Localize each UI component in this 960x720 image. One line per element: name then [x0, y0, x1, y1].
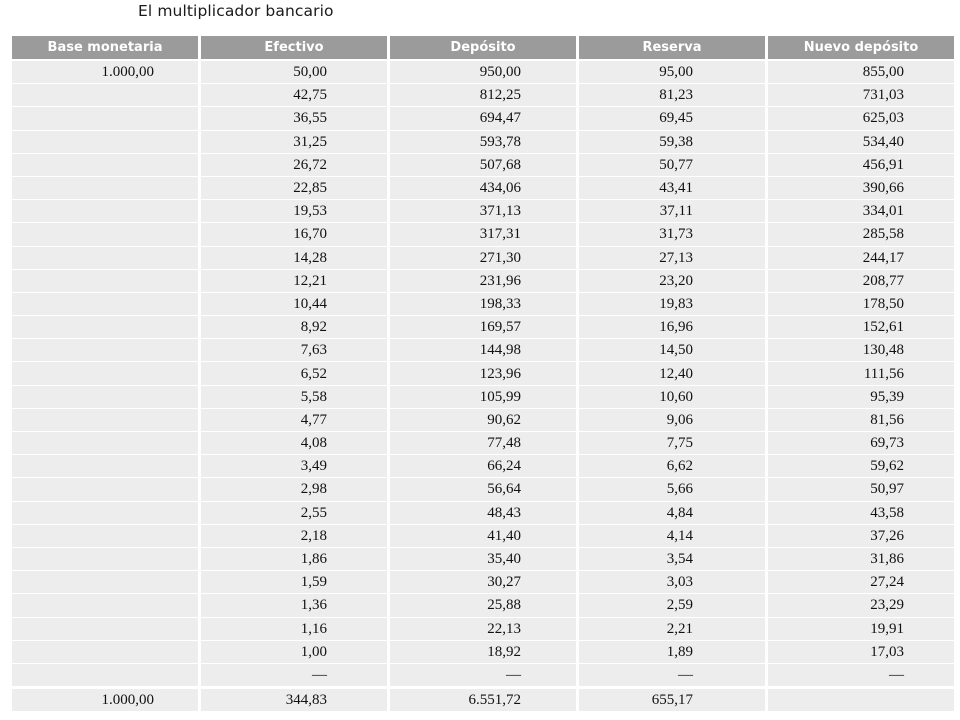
nuevo-deposito-cell: 81,56: [768, 409, 954, 432]
table-row: [12, 594, 954, 617]
efectivo-cell: 1,00: [201, 641, 387, 664]
nuevo-deposito-cell: —: [768, 664, 954, 687]
reserva-cell: 31,73: [579, 223, 765, 246]
deposito-cell: 30,27: [390, 571, 576, 594]
reserva-cell: 69,45: [579, 107, 765, 130]
nuevo-deposito-cell: 456,91: [768, 154, 954, 177]
base-monetaria-cell: [12, 339, 198, 362]
nuevo-deposito-cell: 17,03: [768, 641, 954, 664]
total-base-monetaria-cell: 1.000,00: [12, 687, 198, 712]
deposito-cell: 90,62: [390, 409, 576, 432]
reserva-cell: 16,96: [579, 316, 765, 339]
table-row: [12, 409, 954, 432]
table-row: [12, 131, 954, 154]
efectivo-cell: 14,28: [201, 247, 387, 270]
deposito-cell: —: [390, 664, 576, 687]
table-row: [12, 200, 954, 223]
table-row: [12, 571, 954, 594]
base-monetaria-cell: 1.000,00: [12, 61, 198, 84]
deposito-cell: 66,24: [390, 455, 576, 478]
nuevo-deposito-cell: 27,24: [768, 571, 954, 594]
multiplier-table: [9, 36, 957, 712]
nuevo-deposito-cell: 37,26: [768, 525, 954, 548]
table-row: [12, 154, 954, 177]
total-nuevo-deposito-cell: [768, 687, 954, 712]
efectivo-cell: 26,72: [201, 154, 387, 177]
base-monetaria-cell: [12, 641, 198, 664]
table-row: [12, 293, 954, 316]
reserva-cell: 10,60: [579, 386, 765, 409]
base-monetaria-cell: [12, 409, 198, 432]
table-row: [12, 548, 954, 571]
table-header: [12, 36, 954, 61]
table-row: [12, 339, 954, 362]
efectivo-cell: 16,70: [201, 223, 387, 246]
table-body: [12, 61, 954, 712]
nuevo-deposito-cell: 130,48: [768, 339, 954, 362]
reserva-cell: 3,54: [579, 548, 765, 571]
nuevo-deposito-cell: 50,97: [768, 478, 954, 501]
nuevo-deposito-cell: 31,86: [768, 548, 954, 571]
reserva-cell: 9,06: [579, 409, 765, 432]
header-deposito: Depósito: [390, 36, 576, 61]
deposito-cell: 22,13: [390, 618, 576, 641]
nuevo-deposito-cell: 731,03: [768, 84, 954, 107]
deposito-cell: 507,68: [390, 154, 576, 177]
nuevo-deposito-cell: 390,66: [768, 177, 954, 200]
deposito-cell: 105,99: [390, 386, 576, 409]
deposito-cell: 271,30: [390, 247, 576, 270]
efectivo-cell: 12,21: [201, 270, 387, 293]
deposito-cell: 35,40: [390, 548, 576, 571]
table-row: [12, 316, 954, 339]
base-monetaria-cell: [12, 247, 198, 270]
deposito-cell: 317,31: [390, 223, 576, 246]
total-efectivo-cell: 344,83: [201, 687, 387, 712]
base-monetaria-cell: [12, 270, 198, 293]
efectivo-cell: 42,75: [201, 84, 387, 107]
deposito-cell: 694,47: [390, 107, 576, 130]
reserva-cell: 27,13: [579, 247, 765, 270]
reserva-cell: 43,41: [579, 177, 765, 200]
deposito-cell: 231,96: [390, 270, 576, 293]
deposito-cell: 77,48: [390, 432, 576, 455]
nuevo-deposito-cell: 152,61: [768, 316, 954, 339]
table-row: [12, 177, 954, 200]
deposito-cell: 41,40: [390, 525, 576, 548]
table-row: [12, 270, 954, 293]
deposito-cell: 812,25: [390, 84, 576, 107]
base-monetaria-cell: [12, 177, 198, 200]
reserva-cell: 59,38: [579, 131, 765, 154]
base-monetaria-cell: [12, 362, 198, 385]
base-monetaria-cell: [12, 571, 198, 594]
efectivo-cell: 10,44: [201, 293, 387, 316]
reserva-cell: 19,83: [579, 293, 765, 316]
deposito-cell: 434,06: [390, 177, 576, 200]
base-monetaria-cell: [12, 386, 198, 409]
nuevo-deposito-cell: 43,58: [768, 502, 954, 525]
base-monetaria-cell: [12, 316, 198, 339]
deposito-cell: 18,92: [390, 641, 576, 664]
reserva-cell: 2,59: [579, 594, 765, 617]
header-row: [12, 36, 954, 61]
reserva-cell: 4,84: [579, 502, 765, 525]
efectivo-cell: 8,92: [201, 316, 387, 339]
efectivo-cell: 36,55: [201, 107, 387, 130]
deposito-cell: 48,43: [390, 502, 576, 525]
efectivo-cell: 6,52: [201, 362, 387, 385]
nuevo-deposito-cell: 208,77: [768, 270, 954, 293]
efectivo-cell: 4,77: [201, 409, 387, 432]
table-row: [12, 641, 954, 664]
reserva-cell: 5,66: [579, 478, 765, 501]
efectivo-cell: 2,18: [201, 525, 387, 548]
efectivo-cell: 1,86: [201, 548, 387, 571]
nuevo-deposito-cell: 534,40: [768, 131, 954, 154]
base-monetaria-cell: [12, 131, 198, 154]
deposito-cell: 25,88: [390, 594, 576, 617]
nuevo-deposito-cell: 59,62: [768, 455, 954, 478]
reserva-cell: 6,62: [579, 455, 765, 478]
reserva-cell: 50,77: [579, 154, 765, 177]
deposito-cell: 169,57: [390, 316, 576, 339]
efectivo-cell: —: [201, 664, 387, 687]
base-monetaria-cell: [12, 455, 198, 478]
table-row: [12, 432, 954, 455]
efectivo-cell: 22,85: [201, 177, 387, 200]
nuevo-deposito-cell: 23,29: [768, 594, 954, 617]
header-efectivo: Efectivo: [201, 36, 387, 61]
base-monetaria-cell: [12, 594, 198, 617]
base-monetaria-cell: [12, 618, 198, 641]
multiplier-table-container: [12, 36, 952, 712]
header-nuevo-deposito: Nuevo depósito: [768, 36, 954, 61]
reserva-cell: —: [579, 664, 765, 687]
efectivo-cell: 50,00: [201, 61, 387, 84]
base-monetaria-cell: [12, 154, 198, 177]
efectivo-cell: 1,59: [201, 571, 387, 594]
efectivo-cell: 4,08: [201, 432, 387, 455]
efectivo-cell: 19,53: [201, 200, 387, 223]
table-row: [12, 455, 954, 478]
total-deposito-cell: 6.551,72: [390, 687, 576, 712]
nuevo-deposito-cell: 625,03: [768, 107, 954, 130]
dash-row: [12, 664, 954, 687]
base-monetaria-cell: [12, 525, 198, 548]
header-reserva: Reserva: [579, 36, 765, 61]
reserva-cell: 23,20: [579, 270, 765, 293]
table-row: [12, 223, 954, 246]
base-monetaria-cell: [12, 84, 198, 107]
base-monetaria-cell: [12, 223, 198, 246]
reserva-cell: 1,89: [579, 641, 765, 664]
deposito-cell: 593,78: [390, 131, 576, 154]
page-title: El multiplicador bancario: [138, 2, 334, 20]
deposito-cell: 950,00: [390, 61, 576, 84]
base-monetaria-cell: [12, 200, 198, 223]
efectivo-cell: 2,98: [201, 478, 387, 501]
total-reserva-cell: 655,17: [579, 687, 765, 712]
table-row: [12, 84, 954, 107]
efectivo-cell: 3,49: [201, 455, 387, 478]
reserva-cell: 81,23: [579, 84, 765, 107]
reserva-cell: 95,00: [579, 61, 765, 84]
nuevo-deposito-cell: 244,17: [768, 247, 954, 270]
table-row: [12, 618, 954, 641]
nuevo-deposito-cell: 111,56: [768, 362, 954, 385]
reserva-cell: 7,75: [579, 432, 765, 455]
nuevo-deposito-cell: 855,00: [768, 61, 954, 84]
deposito-cell: 371,13: [390, 200, 576, 223]
base-monetaria-cell: [12, 664, 198, 687]
base-monetaria-cell: [12, 432, 198, 455]
efectivo-cell: 5,58: [201, 386, 387, 409]
base-monetaria-cell: [12, 107, 198, 130]
nuevo-deposito-cell: 19,91: [768, 618, 954, 641]
table-row: [12, 386, 954, 409]
deposito-cell: 56,64: [390, 478, 576, 501]
nuevo-deposito-cell: 95,39: [768, 386, 954, 409]
nuevo-deposito-cell: 334,01: [768, 200, 954, 223]
efectivo-cell: 2,55: [201, 502, 387, 525]
reserva-cell: 3,03: [579, 571, 765, 594]
reserva-cell: 2,21: [579, 618, 765, 641]
table-row: [12, 525, 954, 548]
table-row: [12, 478, 954, 501]
base-monetaria-cell: [12, 502, 198, 525]
deposito-cell: 198,33: [390, 293, 576, 316]
base-monetaria-cell: [12, 548, 198, 571]
efectivo-cell: 1,36: [201, 594, 387, 617]
table-row: [12, 247, 954, 270]
base-monetaria-cell: [12, 478, 198, 501]
reserva-cell: 37,11: [579, 200, 765, 223]
table-row: [12, 107, 954, 130]
efectivo-cell: 31,25: [201, 131, 387, 154]
reserva-cell: 12,40: [579, 362, 765, 385]
nuevo-deposito-cell: 285,58: [768, 223, 954, 246]
table-row: [12, 502, 954, 525]
deposito-cell: 123,96: [390, 362, 576, 385]
efectivo-cell: 7,63: [201, 339, 387, 362]
nuevo-deposito-cell: 69,73: [768, 432, 954, 455]
table-row: [12, 362, 954, 385]
reserva-cell: 4,14: [579, 525, 765, 548]
header-base-monetaria: Base monetaria: [12, 36, 198, 61]
deposito-cell: 144,98: [390, 339, 576, 362]
nuevo-deposito-cell: 178,50: [768, 293, 954, 316]
efectivo-cell: 1,16: [201, 618, 387, 641]
base-monetaria-cell: [12, 293, 198, 316]
reserva-cell: 14,50: [579, 339, 765, 362]
total-row: [12, 687, 954, 712]
table-row: [12, 61, 954, 84]
